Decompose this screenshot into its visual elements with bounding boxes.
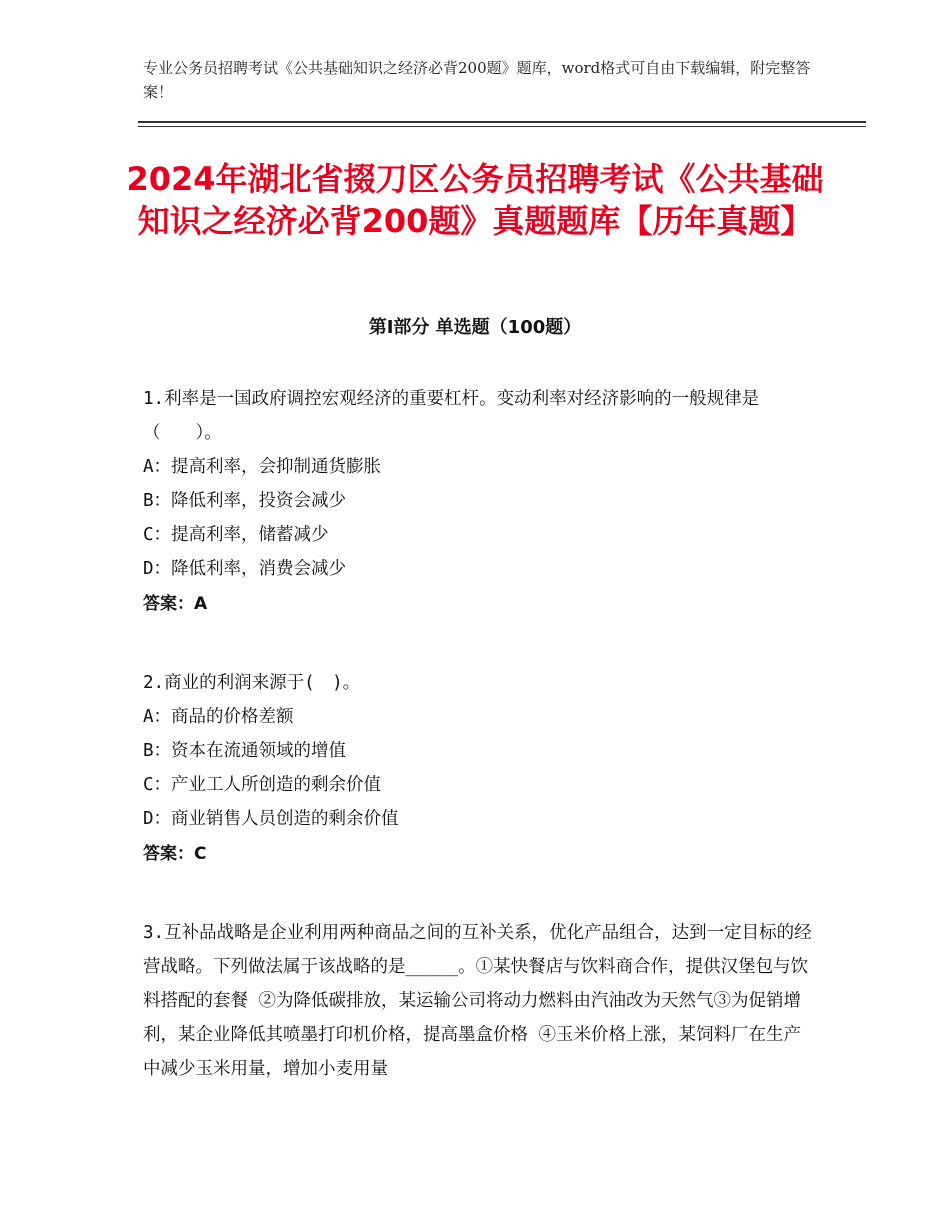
question-stem: 2.商业的利润来源于( )。 [143, 673, 361, 693]
option-d: D：商业销售人员创造的剩余价值 [143, 809, 399, 829]
header-text: 专业公务员招聘考试《公共基础知识之经济必背200题》题库，word格式可自由下载编辑，附完整答案！ [143, 59, 811, 101]
option-c: C：产业工人所创造的剩余价值 [143, 775, 382, 795]
answer: 答案：C [143, 844, 207, 864]
option-c: C：提高利率，储蓄减少 [143, 525, 329, 545]
section-heading: 第Ⅰ部分 单选题（100题） [368, 317, 582, 338]
header-rule-thick [138, 121, 866, 123]
question-2 [143, 666, 813, 872]
question-stem: 1.利率是一国政府调控宏观经济的重要杠杆。变动利率对经济影响的一般规律是（ ）。 [143, 389, 760, 443]
question-1 [143, 382, 813, 622]
question-list [143, 382, 813, 1130]
answer: 答案：A [143, 594, 208, 614]
question-3 [143, 916, 813, 1086]
question-stem: 3.互补品战略是企业利用两种商品之间的互补关系，优化产品组合，达到一定目标的经营战略。下列做法属于该战略的是_____。①某快餐店与饮料商合作，提供汉堡包与饮料搭配的套餐 ②为降低碳排放，某运输公司将动力燃料由汽油改为天然气③为促销增利，某企业降低其喷墨打印机价格，提高墨盒价格 ④玉米价格上涨，某饲料厂在生产中减少玉米用量，增加小麦用量 [143, 923, 812, 1079]
option-d: D：降低利率，消费会减少 [143, 559, 347, 579]
option-a: A：商品的价格差额 [143, 707, 294, 727]
option-b: B：资本在流通领域的增值 [143, 741, 347, 761]
header-rule-thin [138, 126, 866, 127]
option-a: A：提高利率，会抑制通货膨胀 [143, 457, 382, 477]
document-title: 2024年湖北省掇刀区公务员招聘考试《公共基础知识之经济必背200题》真题题库【历年真题】 [126, 160, 824, 240]
option-b: B：降低利率，投资会减少 [143, 491, 347, 511]
document-header [143, 56, 823, 104]
